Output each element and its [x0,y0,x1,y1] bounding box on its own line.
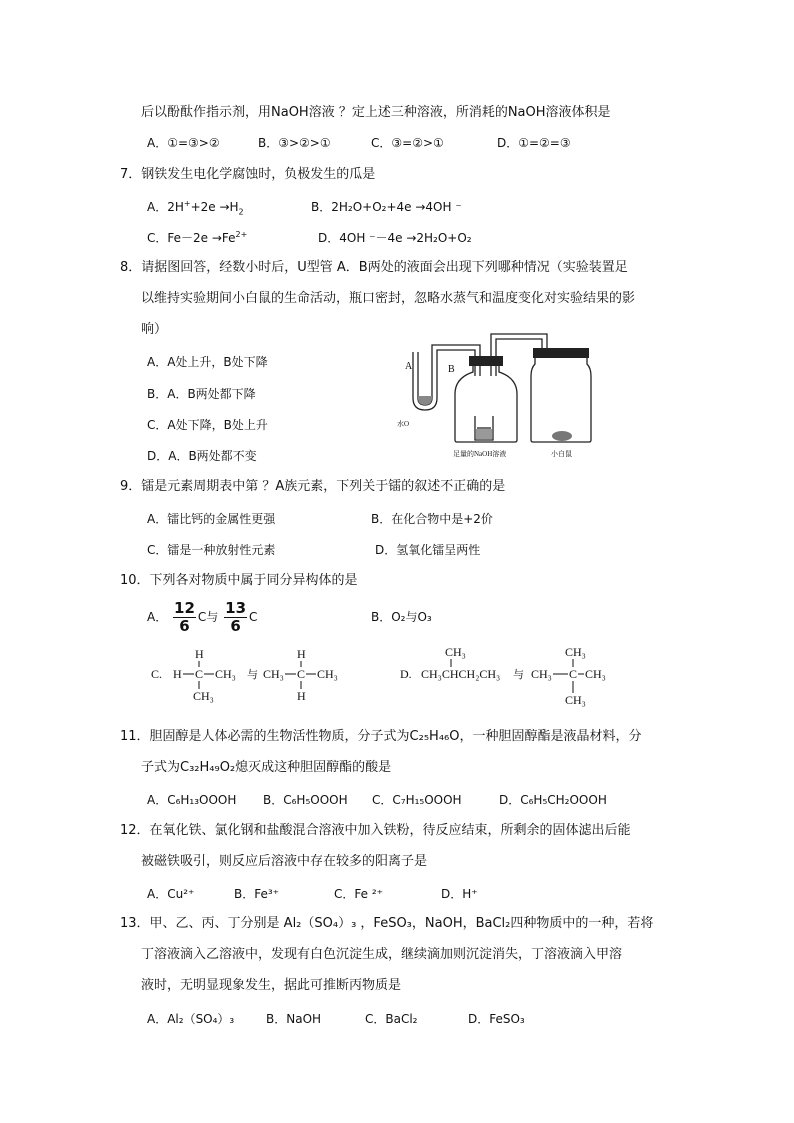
q9-option-d: D．氢氧化镭呈两性 [375,543,481,557]
q13-option-d: D．FeSO₃ [468,1012,525,1026]
q13-option-b: B．NaOH [266,1012,322,1026]
svg-text:C.: C. [151,667,163,681]
q13-option-c: C．BaCl₂ [365,1012,418,1026]
label-naoh: 足量的NaOH溶液 [453,450,507,458]
svg-text:H: H [173,667,182,681]
q11-stem-line2: 子式为C₃₂H₄₉O₂熄灭成这种胆固醇酯的酸是 [141,760,392,775]
q8-option-c: C．A处下降，B处上升 [147,418,268,432]
q6-option-b: B．③>②>① [258,136,331,150]
svg-text:CH₃: CH₃ [193,689,214,703]
q6-option-c: C．③=②>① [371,136,444,150]
q8-stem-line3: 响） [141,322,168,337]
q9-stem: 9．镭是元素周期表中第 ？A族元素，下列关于镭的叙述不正确的是 [120,479,506,494]
svg-text:CH₃CHCH₂CH₃: CH₃CHCH₂CH₃ [421,667,501,681]
q8-apparatus-diagram [395,324,605,466]
q11-option-c: C．C₇H₁₅OOOH [372,793,462,807]
svg-text:与: 与 [513,669,524,681]
svg-text:CH₃: CH₃ [585,667,606,681]
svg-text:CH₃: CH₃ [317,667,338,681]
q13-option-a: A．Al₂（SO₄）₃ [147,1012,235,1026]
svg-text:CH₃: CH₃ [215,667,236,681]
label-mouse: 小白鼠 [551,450,572,458]
svg-text:C: C [297,667,306,681]
q12-option-b: B．Fe³⁺ [234,887,280,901]
q6-stem-continuation: 后以酚酞作指示剂，用NaOH溶液 ？定上述三种溶液，所消耗的NaOH溶液体积是 [141,105,611,120]
q6-option-d: D．①=②=③ [497,136,571,150]
mouse [552,431,572,441]
q11-option-b: B．C₆H₅OOOH [263,793,348,807]
q11-stem-line1: 11．胆固醇是人体必需的生物活性物质，分子式为C₂₅H₄₆O，一种胆固醇酯是液晶材料，分 [120,729,642,744]
svg-text:H: H [297,689,306,703]
q7-stem: 7．钢铁发生电化学腐蚀时，负极发生的瓜是 [120,167,376,182]
q11-option-d: D．C₆H₅CH₂OOOH [499,793,607,807]
q8-option-d: D．A．B两处都不变 [147,449,257,463]
q8-stem-line1: 8．请据图回答，经数小时后，U型管 A．B两处的液面会出现下列哪种情况（实验装置足 [120,260,628,275]
q7-option-b: B．2H₂O+O₂+4e →4OH ⁻ [311,200,462,214]
label-water: 水O [397,420,410,428]
q13-stem-line2: 丁溶液滴入乙溶液中，发现有白色沉淀生成，继续滴加则沉淀消失，丁溶液滴入甲溶 [141,947,623,962]
label-b: B [448,364,455,375]
q7-option-a: A．$2H^++2e \to H_2$ [147,199,244,217]
svg-text:与: 与 [247,669,258,681]
q9-option-c: C．镭是一种放射性元素 [147,543,276,557]
svg-text:CH₃: CH₃ [445,645,466,659]
q9-option-a: A．镭比钙的金属性更强 [147,512,276,526]
svg-text:CH₃: CH₃ [565,645,586,659]
q6-option-a: A．①=③>② [147,136,220,150]
q10-option-a: A． $\frac{12}{6}$ C与 $\frac{13}{6}$ C [147,599,258,635]
svg-text:CH₃: CH₃ [531,667,552,681]
q10-stem: 10．下列各对物质中属于同分异构体的是 [120,573,358,588]
q7-option-d: D．4OH ⁻－4e →2H₂O+O₂ [318,231,472,245]
q8-option-b: B．A．B两处都下降 [147,387,256,401]
q12-option-c: C．Fe ²⁺ [334,887,383,901]
q8-stem-line2: 以维持实验期间小白鼠的生命活动，瓶口密封，忽略水蒸气和温度变化对实验结果的影 [141,291,636,306]
bottle-right [531,356,591,442]
q12-stem-line2: 被磁铁吸引，则反应后溶液中存在较多的阳离子是 [141,854,428,869]
svg-text:CH₃: CH₃ [565,693,586,707]
q8-option-a: A．A处上升，B处下降 [147,355,268,369]
isotope-fraction-2: $\frac{13}{6}$ [225,599,247,635]
stopper-left [469,356,503,366]
svg-text:D.: D. [400,667,412,681]
stopper-right [533,348,589,358]
svg-text:CH₃: CH₃ [263,667,284,681]
q12-option-d: D．H⁺ [441,887,478,901]
q13-stem-line3: 液时，无明显现象发生，据此可推断丙物质是 [141,978,402,993]
label-a: A [405,361,413,372]
q11-option-a: A．C₆H₁₃OOOH [147,793,237,807]
svg-text:C: C [195,667,204,681]
q13-stem-line1: 13．甲、乙、丙、丁分别是 Al₂（SO₄）₃ ，FeSO₃，NaOH，BaCl₂四种物质中的一种，若将 [120,916,654,931]
q12-option-a: A．Cu²⁺ [147,887,195,901]
svg-text:H: H [297,647,306,661]
q10-option-b: B．O₂与O₃ [371,610,432,624]
q7-option-c: C．$Fe-2e \to Fe^{2+}$ [147,230,248,245]
q12-stem-line1: 12．在氧化铁、氯化钢和盐酸混合溶液中加入铁粉，待反应结束，所剩余的固体滤出后能 [120,823,631,838]
q9-option-b: B．在化合物中是+2价 [371,512,493,526]
q10-structures [145,642,615,714]
isotope-fraction-1: $\frac{12}{6}$ [174,599,195,635]
svg-text:C: C [569,667,578,681]
svg-text:H: H [195,647,204,661]
